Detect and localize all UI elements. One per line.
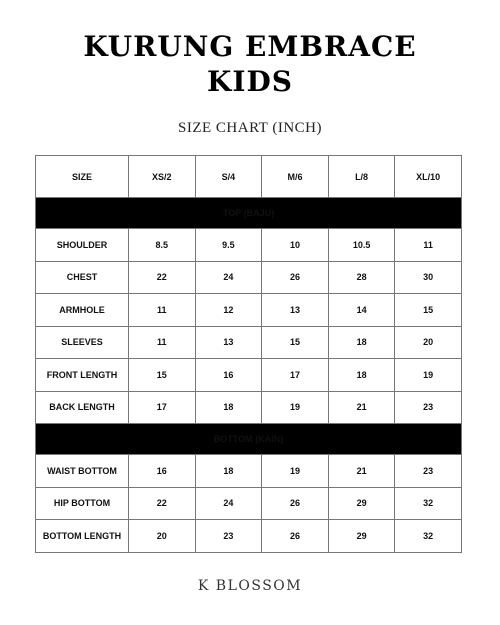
section-header-bottom xyxy=(36,424,462,455)
page-title-line2: KIDS xyxy=(207,65,293,98)
table-row xyxy=(36,229,462,262)
table-cell: 21 xyxy=(328,455,395,488)
table-cell: 19 xyxy=(262,455,329,488)
table-cell: 14 xyxy=(328,294,395,327)
table-cell: 12 xyxy=(195,294,262,327)
table-cell: 10 xyxy=(262,229,329,262)
size-column-header: M/6 xyxy=(262,156,329,198)
size-column-header: S/4 xyxy=(195,156,262,198)
table-row xyxy=(36,520,462,553)
table-cell: 19 xyxy=(262,391,329,424)
table-cell: 10.5 xyxy=(328,229,395,262)
table-cell: 11 xyxy=(129,294,196,327)
page-title-line1: KURUNG EMBRACE xyxy=(83,30,417,63)
size-column-header: XS/2 xyxy=(129,156,196,198)
table-cell: 9.5 xyxy=(195,229,262,262)
size-column-header: XL/10 xyxy=(395,156,462,198)
size-column-header: L/8 xyxy=(328,156,395,198)
table-cell: 20 xyxy=(395,326,462,359)
table-cell: 8.5 xyxy=(129,229,196,262)
size-header-cell: SIZE xyxy=(36,156,129,198)
table-row xyxy=(36,261,462,294)
section-title: TOP (BAJU) xyxy=(36,198,462,229)
table-cell: 32 xyxy=(395,487,462,520)
table-cell: 23 xyxy=(195,520,262,553)
table-row xyxy=(36,359,462,392)
row-label: ARMHOLE xyxy=(36,294,129,327)
table-cell: 20 xyxy=(129,520,196,553)
row-label: HIP BOTTOM xyxy=(36,487,129,520)
table-cell: 24 xyxy=(195,261,262,294)
table-cell: 32 xyxy=(395,520,462,553)
table-cell: 15 xyxy=(129,359,196,392)
table-cell: 13 xyxy=(262,294,329,327)
table-cell: 22 xyxy=(129,487,196,520)
table-cell: 28 xyxy=(328,261,395,294)
table-cell: 23 xyxy=(395,391,462,424)
brand-logo: K BLOSSOM xyxy=(197,578,303,594)
table-cell: 19 xyxy=(395,359,462,392)
table-cell: 26 xyxy=(262,520,329,553)
size-chart-table xyxy=(35,155,462,553)
row-label: FRONT LENGTH xyxy=(36,359,129,392)
table-cell: 24 xyxy=(195,487,262,520)
table-cell: 18 xyxy=(195,391,262,424)
table-cell: 29 xyxy=(328,520,395,553)
section-header-top xyxy=(36,198,462,229)
table-cell: 11 xyxy=(129,326,196,359)
table-cell: 18 xyxy=(195,455,262,488)
table-cell: 16 xyxy=(129,455,196,488)
table-header-row xyxy=(36,156,462,198)
table-row xyxy=(36,294,462,327)
table-cell: 21 xyxy=(328,391,395,424)
table-cell: 16 xyxy=(195,359,262,392)
table-cell: 15 xyxy=(395,294,462,327)
section-title: BOTTOM (KAIN) xyxy=(36,424,462,455)
table-cell: 29 xyxy=(328,487,395,520)
table-cell: 13 xyxy=(195,326,262,359)
table-cell: 23 xyxy=(395,455,462,488)
row-label: BOTTOM LENGTH xyxy=(36,520,129,553)
row-label: WAIST BOTTOM xyxy=(36,455,129,488)
table-cell: 17 xyxy=(129,391,196,424)
row-label: BACK LENGTH xyxy=(36,391,129,424)
table-row xyxy=(36,455,462,488)
row-label: SHOULDER xyxy=(36,229,129,262)
table-row xyxy=(36,487,462,520)
table-cell: 18 xyxy=(328,359,395,392)
table-cell: 26 xyxy=(262,487,329,520)
table-row xyxy=(36,326,462,359)
page-subtitle: SIZE CHART (INCH) xyxy=(178,120,322,136)
table-cell: 15 xyxy=(262,326,329,359)
table-row xyxy=(36,391,462,424)
table-cell: 18 xyxy=(328,326,395,359)
table-cell: 22 xyxy=(129,261,196,294)
row-label: CHEST xyxy=(36,261,129,294)
table-cell: 17 xyxy=(262,359,329,392)
table-cell: 30 xyxy=(395,261,462,294)
row-label: SLEEVES xyxy=(36,326,129,359)
table-cell: 26 xyxy=(262,261,329,294)
table-cell: 11 xyxy=(395,229,462,262)
